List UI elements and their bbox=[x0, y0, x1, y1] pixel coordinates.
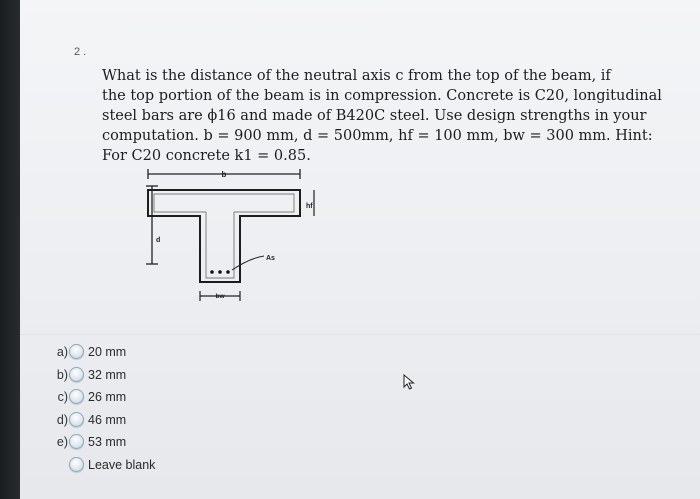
option-a[interactable] bbox=[48, 343, 248, 363]
option-e[interactable] bbox=[48, 433, 248, 453]
option-c[interactable] bbox=[48, 388, 248, 408]
option-b[interactable] bbox=[48, 366, 248, 386]
option-label[interactable]: 20 mm bbox=[88, 345, 127, 359]
option-leave-blank[interactable] bbox=[48, 456, 248, 476]
label-bw: bw bbox=[215, 293, 225, 300]
question-line: the top portion of the beam is in compression. Concrete is C20, longitudinal bbox=[102, 88, 662, 104]
radio-button[interactable] bbox=[69, 344, 84, 359]
option-label[interactable]: Leave blank bbox=[88, 458, 156, 472]
radio-button[interactable] bbox=[69, 412, 84, 427]
option-letter: d) bbox=[56, 413, 68, 427]
label-d: d bbox=[156, 237, 161, 244]
option-label[interactable]: 26 mm bbox=[88, 390, 127, 404]
question-line: computation. b = 900 mm, d = 500mm, hf = 100 mm, bw = 300 mm. Hint: bbox=[102, 128, 653, 144]
option-letter: c) bbox=[57, 390, 68, 404]
label-hf: hf bbox=[306, 203, 313, 210]
radio-button[interactable] bbox=[69, 367, 84, 382]
question-text bbox=[102, 66, 682, 166]
radio-button[interactable] bbox=[69, 389, 84, 404]
question-line: steel bars are ϕ16 and made of B420C steel. Use design strengths in your bbox=[102, 108, 647, 124]
radio-button[interactable] bbox=[69, 457, 84, 472]
option-letter: b) bbox=[56, 368, 68, 382]
option-label[interactable]: 46 mm bbox=[88, 413, 127, 427]
quiz-page bbox=[20, 0, 700, 499]
option-label[interactable]: 53 mm bbox=[88, 435, 127, 449]
label-as: As bbox=[266, 255, 275, 262]
radio-button[interactable] bbox=[69, 434, 84, 449]
question-line: What is the distance of the neutral axis c from the top of the beam, if bbox=[102, 68, 611, 84]
option-letter: a) bbox=[56, 345, 68, 359]
question-line: For C20 concrete k1 = 0.85. bbox=[102, 148, 311, 164]
divider bbox=[20, 334, 700, 335]
option-d[interactable] bbox=[48, 411, 248, 431]
mouse-cursor-icon bbox=[403, 374, 417, 390]
option-label[interactable]: 32 mm bbox=[88, 368, 127, 382]
label-b: b bbox=[221, 170, 227, 179]
t-beam-figure bbox=[124, 164, 334, 314]
option-letter: e) bbox=[56, 435, 68, 449]
question-number: 2 . bbox=[74, 46, 87, 58]
